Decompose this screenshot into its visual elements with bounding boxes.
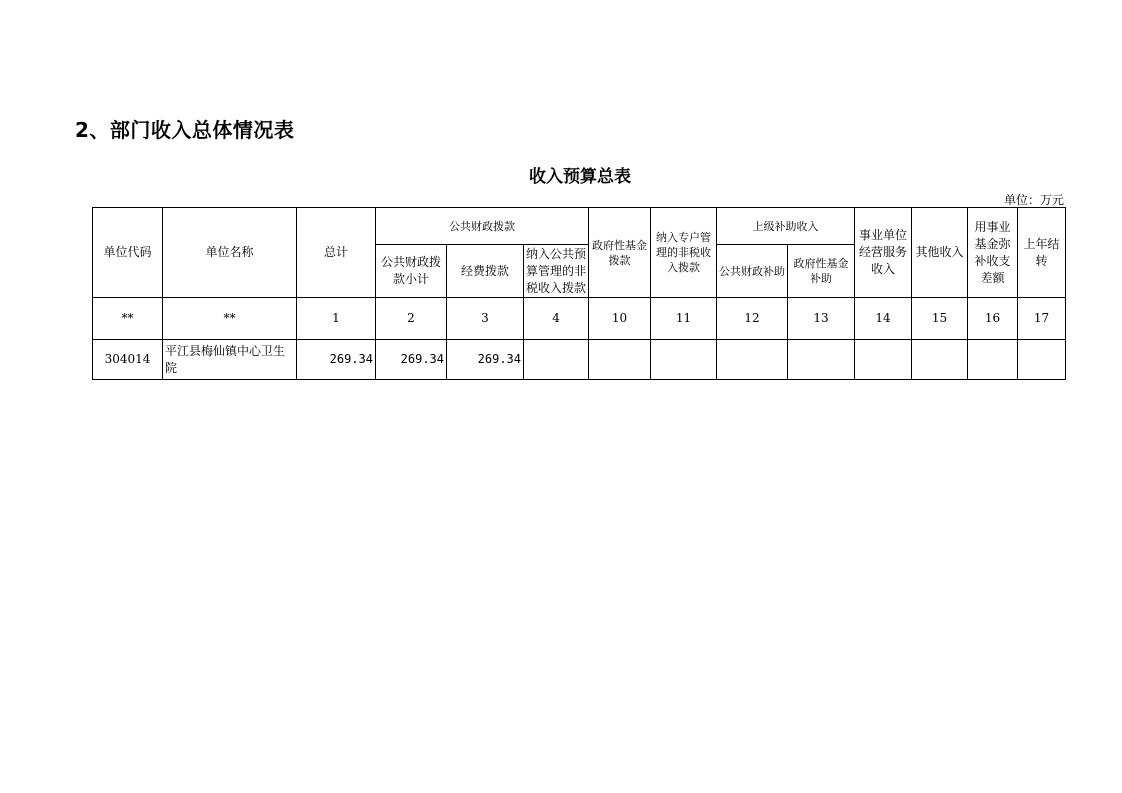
header-ss-public: 公共财政补助 <box>717 245 788 298</box>
row-other-income <box>912 340 968 380</box>
header-gov-fund: 政府性基金拨款 <box>589 208 651 298</box>
table-row <box>93 340 1066 380</box>
row-gov-fund <box>589 340 651 380</box>
header-pf-nontax: 纳入公共预算管理的非税收入拨款 <box>524 245 589 298</box>
index-cell: 4 <box>524 298 589 340</box>
header-unit-name: 单位名称 <box>163 208 297 298</box>
header-special-nontax: 纳入专户管理的非税收入拨款 <box>651 208 717 298</box>
row-ss-gov-fund <box>788 340 855 380</box>
row-special-nontax <box>651 340 717 380</box>
index-cell: ** <box>163 298 297 340</box>
index-cell: 15 <box>912 298 968 340</box>
income-budget-table <box>92 207 1066 380</box>
header-pf-expense: 经费拨款 <box>447 245 524 298</box>
row-total: 269.34 <box>297 340 376 380</box>
section-title: 2、部门收入总体情况表 <box>75 118 295 142</box>
index-cell: 12 <box>717 298 788 340</box>
header-fund-cover: 用事业基金弥补收支差额 <box>968 208 1018 298</box>
index-cell: 2 <box>376 298 447 340</box>
header-total: 总计 <box>297 208 376 298</box>
index-cell: 3 <box>447 298 524 340</box>
row-pf-nontax <box>524 340 589 380</box>
index-cell: ** <box>93 298 163 340</box>
header-other-income: 其他收入 <box>912 208 968 298</box>
index-cell: 17 <box>1018 298 1066 340</box>
row-unit-code: 304014 <box>93 340 163 380</box>
index-cell: 14 <box>855 298 912 340</box>
header-unit-code: 单位代码 <box>93 208 163 298</box>
index-cell: 10 <box>589 298 651 340</box>
header-business-service: 事业单位经营服务收入 <box>855 208 912 298</box>
row-fund-cover <box>968 340 1018 380</box>
row-pf-subtotal: 269.34 <box>376 340 447 380</box>
header-pf-subtotal: 公共财政拨款小计 <box>376 245 447 298</box>
header-public-finance: 公共财政拨款 <box>376 208 589 245</box>
index-cell: 13 <box>788 298 855 340</box>
table-title: 收入预算总表 <box>529 167 631 187</box>
index-row <box>93 298 1066 340</box>
row-pf-expense: 269.34 <box>447 340 524 380</box>
index-cell: 1 <box>297 298 376 340</box>
unit-label: 单位：万元 <box>1003 193 1064 207</box>
header-ss-gov-fund: 政府性基金补助 <box>788 245 855 298</box>
index-cell: 16 <box>968 298 1018 340</box>
header-last-year: 上年结转 <box>1018 208 1066 298</box>
header-superior-subsidy: 上级补助收入 <box>717 208 855 245</box>
row-ss-public <box>717 340 788 380</box>
row-unit-name: 平江县梅仙镇中心卫生院 <box>163 340 297 380</box>
header-row-1 <box>93 208 1066 245</box>
index-cell: 11 <box>651 298 717 340</box>
row-business-service <box>855 340 912 380</box>
row-last-year <box>1018 340 1066 380</box>
